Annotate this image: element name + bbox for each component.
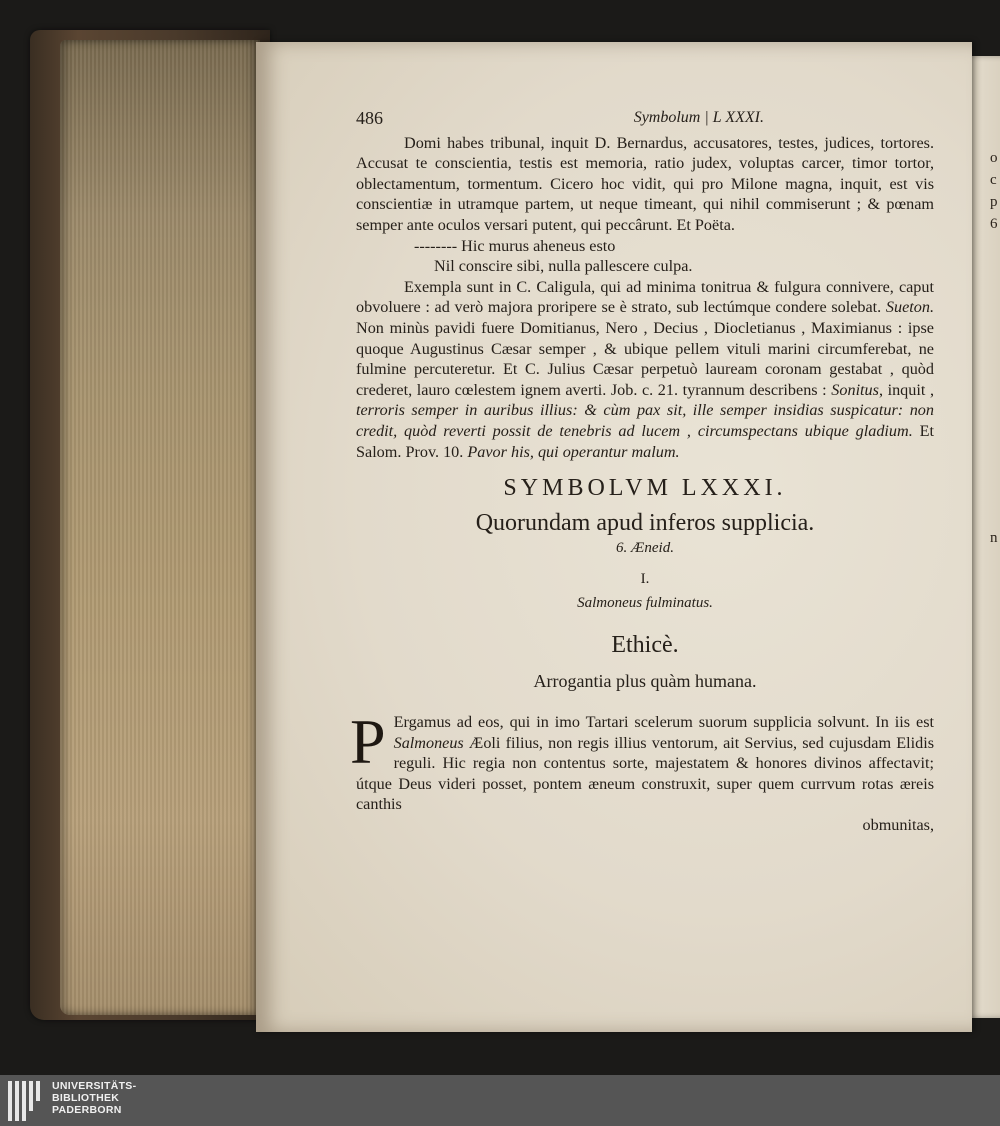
library-name bbox=[52, 1080, 136, 1116]
drop-cap: P bbox=[350, 706, 386, 778]
running-header bbox=[356, 108, 934, 129]
library-name-line: PADERBORN bbox=[52, 1104, 122, 1116]
quotation: Pavor his, qui operantur malum. bbox=[467, 442, 680, 461]
catchword: obmunitas, bbox=[862, 816, 934, 835]
text-span: Æoli filius, non regis illius ventorum, ait Servius, sed cujusdam Elidis reguli. Hic regia non contentus sorte, majestatem & honores divinos affectavit; útque Deus videri posset, pontem æneum construxit, super quem currvum rotas æreis canthis bbox=[356, 733, 934, 814]
page-edges bbox=[60, 40, 260, 1015]
verse-line: -------- Hic murus aheneus esto bbox=[414, 236, 616, 255]
library-name-line: BIBLIOTHEK bbox=[52, 1092, 120, 1104]
running-head: Symbolum | L XXXI. bbox=[633, 109, 764, 126]
text-span: Non minùs pavidi fuere Domitianus, Nero , Decius , Diocletianus , Maximianus : ipse quoque Augustinus Cæsar semper , & ubique pellem vituli marini circumferebat, ne fulmine percuteretur. Et C. Julius Cæsar perpetuò lauream coronam gestabat , quòd crederet, lauro cœlestem ignem averti. Job. c. 21. tyrannum describens : bbox=[356, 318, 934, 399]
section-subtitle: Quorundam apud inferos supplicia. bbox=[475, 510, 815, 537]
proper-name: Salmoneus bbox=[393, 733, 464, 752]
library-logo-icon bbox=[8, 1081, 46, 1121]
section-source: 6. Æneid. bbox=[616, 540, 674, 557]
page-number: 486 bbox=[356, 108, 383, 128]
section-subject: Salmoneus fulminatus. bbox=[577, 595, 713, 612]
symbol-title: SYMBOLVM LXXXI. bbox=[503, 475, 787, 502]
library-footer bbox=[0, 1075, 1000, 1126]
body-paragraph bbox=[350, 706, 934, 836]
section-numeral: I. bbox=[640, 571, 650, 588]
quotation: terroris semper in auribus illius: & cùm pax sit, ille semper insidias suspicatur: non credit, quòd reverti possit de tenebris ad lucem , circumspectans ubique gladium. bbox=[356, 401, 934, 440]
library-name-line: UNIVERSITÄTS- bbox=[52, 1080, 137, 1092]
citation: Sueton. bbox=[885, 298, 934, 317]
page-text bbox=[350, 108, 935, 836]
text-span: Ergamus ad eos, qui in imo Tartari scelerum suorum supplicia solvunt. In iis est bbox=[393, 713, 934, 732]
text-span: Exempla sunt in C. Caligula, qui ad minima tonitrua & fulgura connivere, caput obvoluere : ad verò majora proripere se è strato, sub lectúmque condere solebat. bbox=[356, 277, 934, 317]
facing-page-fragment: c bbox=[990, 172, 997, 188]
text-span: , inquit , bbox=[878, 380, 935, 399]
facing-page-fragment: p bbox=[990, 194, 998, 210]
paragraph bbox=[356, 712, 934, 815]
verse-line: Nil conscire sibi, nulla pallescere culpa. bbox=[434, 257, 693, 276]
facing-page-fragment: n bbox=[990, 530, 998, 546]
facing-page-fragment: o bbox=[990, 150, 998, 166]
section-heading: Ethicè. bbox=[611, 632, 679, 659]
moral-heading: Arrogantia plus quàm humana. bbox=[533, 671, 757, 692]
facing-page-fragment: 6 bbox=[990, 216, 998, 232]
paragraph bbox=[356, 277, 934, 462]
paragraph: Domi habes tribunal, inquit D. Bernardus, accusatores, testes, judices, tortores. Accusat te conscientia, testis est memoria, ratio judex, voluptas carcer, timor tortor, oblectamentum, tormentum. Cicero hoc vidit, qui pro Milone magna, inquit, est vis conscientiæ in utramque partem, ut neque timeant, qui nihil commiserunt ; & pœnam semper ante oculos versari putent, qui peccârunt. Et Poëta. bbox=[356, 133, 934, 234]
quotation: Sonitus bbox=[831, 380, 879, 399]
text-span: Et Salom. Prov. 10. bbox=[356, 421, 934, 461]
